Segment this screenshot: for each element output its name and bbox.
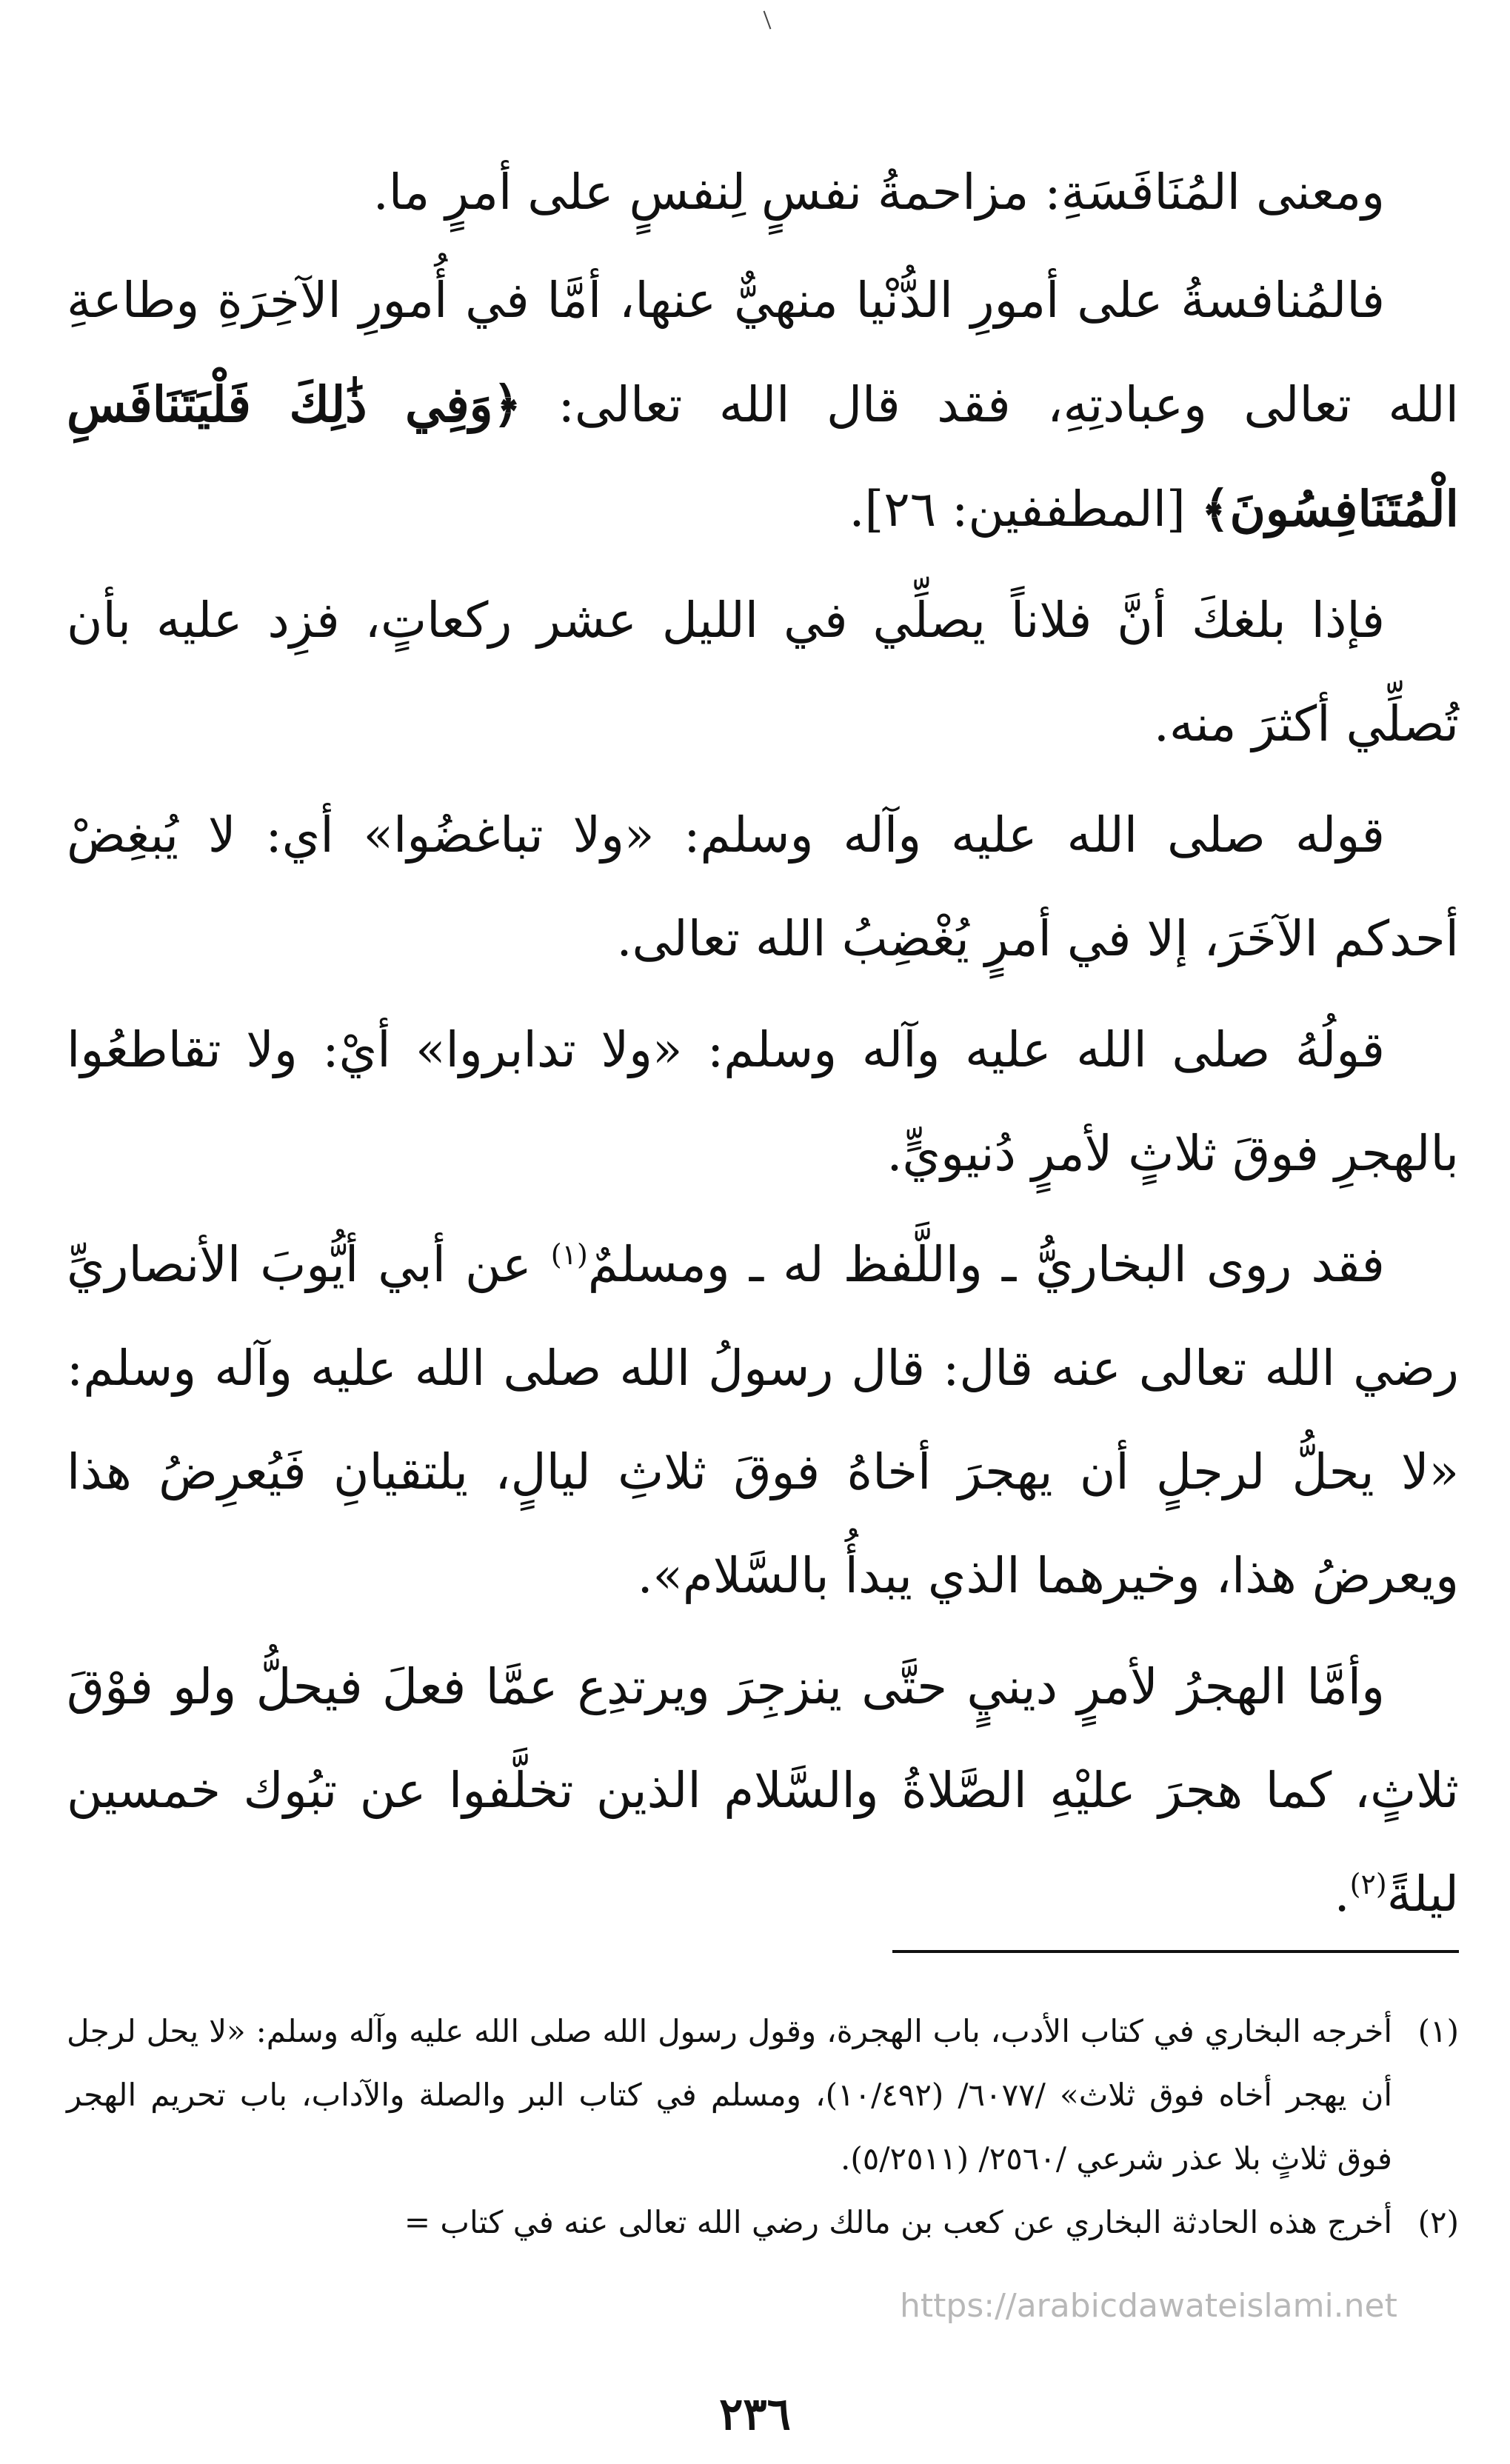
watermark: https://arabicdawateislami.net: [900, 2287, 1397, 2325]
paragraph-1: [67, 141, 1459, 244]
paragraph-5-text: قولُهُ صلى الله عليه وآله وسلم: «ولا تدابروا» أيْ: ولا تقاطعُوا بالهجرِ فوقَ ثلاثٍ لأمرٍ دُنيويٍّ.: [67, 1021, 1459, 1182]
paragraph-2-text-a: فالمُنافسةُ على أمورِ الدُّنْيا منهيٌّ عنها، أمَّا في أُمورِ الآخِرَةِ وطاعةِ الله تعالى وعبادتِهِ، فقد قال الله تعالى:: [67, 272, 1460, 433]
paragraph-7-text-b: .: [1334, 1866, 1350, 1923]
paragraph-6: [67, 1213, 1459, 1628]
footnote-2-text: أخرج هذه الحادثة البخاري عن كعب بن مالك رضي الله تعالى عنه في كتاب =: [404, 2204, 1392, 2240]
footnote-1-number: (١): [1417, 2013, 1459, 2049]
paragraph-5: [67, 998, 1459, 1206]
main-text: [67, 141, 1459, 1946]
page-number: ٢٣٦: [719, 2388, 791, 2440]
paragraph-6-text-a: فقد روى البخاريُّ ـ واللَّفظ له ـ ومسلمٌ: [587, 1236, 1385, 1293]
footnote-ref-1: (١): [550, 1238, 588, 1271]
paragraph-4-text: قوله صلى الله عليه وآله وسلم: «ولا تباغضُوا» أي: لا يُبغِضْ أحدكم الآخَرَ، إلا في أمرٍ يُغْضِبُ الله تعالى.: [67, 807, 1459, 967]
paragraph-2-text-b: [المطففين: ٢٦].: [849, 481, 1201, 538]
paragraph-3: [67, 569, 1459, 776]
paragraph-7-text-a: وأمَّا الهجرُ لأمرٍ دينيٍ حتَّى ينزجِرَ ويرتدِع عمَّا فعلَ فيحلُّ ولو فوْقَ ثلاثٍ، كما هجرَ عليْهِ الصَّلاةُ والسَّلام الذين تخلَّفوا عن تبُوك خمسين ليلةً: [67, 1658, 1459, 1923]
footnote-2-number: (٢): [1417, 2204, 1459, 2240]
scan-mark: [764, 10, 772, 29]
footnotes: [67, 2000, 1459, 2254]
paragraph-2: [67, 249, 1459, 561]
paragraph-6-text-b: عن أبي أيُّوبَ الأنصاريِّ رضي الله تعالى عنه قال: قال رسولُ الله صلى الله عليه وآله وسلم: «لا يحلُّ لرجلٍ أن يهجرَ أخاهُ فوقَ ثلاثِ ليالٍ، يلتقيانِ فَيُعرِضُ هذا ويعرضُ هذا، وخيرهما الذي يبدأُ بالسَّلام».: [67, 1236, 1459, 1604]
footnote-2: [67, 2191, 1459, 2254]
quran-verse: ﴿وَفِي ذَٰلِكَ فَلْيَتَنَافَسِ الْمُتَنَافِسُونَ﴾: [67, 375, 1459, 538]
footnote-1: [67, 2000, 1459, 2191]
paragraph-3-text: فإذا بلغكَ أنَّ فلاناً يصلِّي في الليل عشر ركعاتٍ، فزِد عليه بأن تُصلِّي أكثرَ منه.: [67, 592, 1459, 752]
footnote-divider: [892, 1950, 1459, 1953]
paragraph-7: [67, 1635, 1459, 1946]
paragraph-1-text: ومعنى المُنَافَسَةِ: مزاحمةُ نفسٍ لِنفسٍ على أمرٍ ما.: [373, 164, 1385, 221]
footnote-ref-2: (٢): [1349, 1868, 1387, 1900]
paragraph-4: [67, 784, 1459, 991]
footnote-1-text: أخرجه البخاري في كتاب الأدب، باب الهجرة، وقول رسول الله صلى الله عليه وآله وسلم: «لا يحل لرجل أن يهجر أخاه فوق ثلاث» /٦٠٧٧/ (١٠/٤٩٢)، ومسلم في كتاب البر والصلة والآداب، باب تحريم الهجر فوق ثلاثٍ بلا عذر شرعي /٢٥٦٠/ (٥/٢٥١١).: [67, 2013, 1392, 2177]
